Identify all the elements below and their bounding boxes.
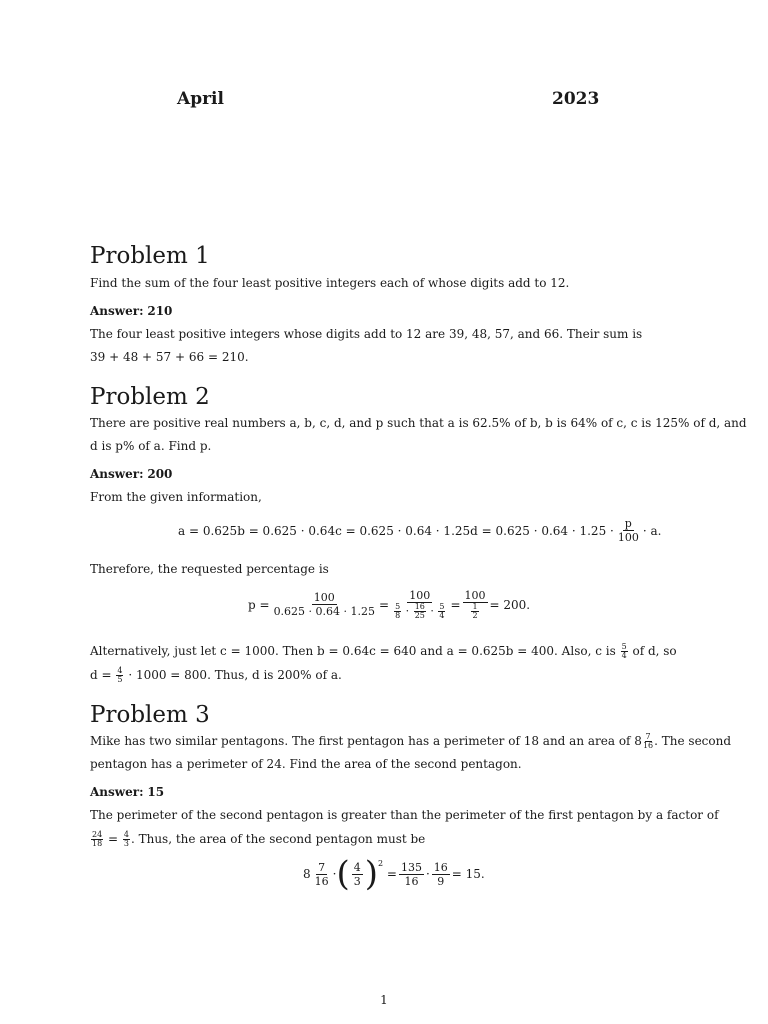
answer-value: 15 bbox=[147, 785, 165, 799]
problem-2-alt-line-2: d = $\frac{4}{5}$ · 1000 = 800. Thus, d is 200% of a. bbox=[90, 666, 342, 684]
page-number: 1 bbox=[380, 993, 388, 1007]
problem-2-statement-line-1: There are positive real numbers a, b, c, d, and p such that a is 62.5% of b, b is 64% of c, c is 125% of d, and bbox=[90, 416, 747, 430]
header-month: April bbox=[177, 89, 224, 109]
problem-3-solution-line-1: The perimeter of the second pentagon is greater than the perimeter of the first pentagon by a factor of bbox=[90, 808, 719, 822]
problem-3-statement-line-2: pentagon has a perimeter of 24. Find the area of the second pentagon. bbox=[90, 757, 522, 771]
eq1-left: a = 0.625b = 0.625 · 0.64c = 0.625 · 0.64 · 1.25d = 0.625 · 0.64 · 1.25 · bbox=[178, 523, 614, 538]
problem-3-equation: 8 $\frac{7}{16}$ · ( $\frac{4}{3}$ ) $^2$ = $\frac{135}{16}$ · $\frac{16}{9}$ = 15. bbox=[303, 854, 485, 894]
eq2-fraction-1: $\frac{100}{0.625 \cdot 0.64 \cdot 1.25}$ bbox=[273, 591, 376, 618]
problem-2-answer bbox=[90, 463, 172, 486]
eq3-inner-fraction: $\frac{4}{3}$ bbox=[353, 860, 361, 888]
eq3-mixed-fraction: $\frac{7}{16}$ bbox=[314, 860, 329, 888]
problem-2-statement-line-2: d is p% of a. Find p. bbox=[90, 439, 212, 453]
problem-2-alt-line-1: Alternatively, just let c = 1000. Then b = 0.64c = 640 and a = 0.625b = 400. Also, c is $\frac{5}{4}$ of d, so bbox=[90, 642, 677, 660]
problem-2-solution-mid: Therefore, the requested percentage is bbox=[90, 562, 329, 576]
answer-label: Answer: bbox=[90, 304, 144, 318]
answer-label: Answer: bbox=[90, 785, 144, 799]
problem-2-equation-2: p = $\frac{100}{0.625 \cdot 0.64 \cdot 1.25}$ = 100 $\frac{5}{8}$ · $\frac{16}{25}$ · $\frac{5}{4}$ = $\frac{100}{\frac{1}{2}}$ = 200. bbox=[248, 589, 531, 620]
header-year: 2023 bbox=[552, 89, 600, 109]
problem-1-title: Problem 1 bbox=[90, 243, 210, 269]
eq3-fraction-r2: $\frac{16}{9}$ bbox=[433, 860, 448, 888]
problem-3-title: Problem 3 bbox=[90, 702, 210, 728]
eq2-fraction-2: 100 $\frac{5}{8}$ · $\frac{16}{25}$ · $\frac{5}{4}$ bbox=[395, 589, 445, 620]
answer-label: Answer: bbox=[90, 467, 144, 481]
eq2-fraction-3: $\frac{100}{\frac{1}{2}}$ bbox=[464, 589, 486, 620]
problem-3-statement-line-1: Mike has two similar pentagons. The first pentagon has a perimeter of 18 and an area of 8 $\frac{7}{16}$ . The second bbox=[90, 732, 732, 750]
problem-1-answer bbox=[90, 300, 172, 323]
problem-3-answer bbox=[90, 781, 164, 804]
eq1-fraction: $\frac{p}{100}$ bbox=[617, 517, 639, 544]
eq2-p: p = bbox=[248, 597, 270, 612]
problem-3-solution-line-2: $\frac{24}{18}$ = $\frac{4}{3}$ . Thus, the area of the second pentagon must be bbox=[92, 830, 426, 848]
answer-value: 200 bbox=[147, 467, 173, 481]
problem-1-solution-line-1: The four least positive integers whose digits add to 12 are 39, 48, 57, and 66. Their sum is bbox=[90, 327, 643, 341]
eq1-right: · a. bbox=[642, 523, 662, 538]
answer-value: 210 bbox=[147, 304, 173, 318]
problem-2-equation-1 bbox=[178, 517, 661, 544]
problem-2-solution-intro: From the given information, bbox=[90, 490, 262, 504]
eq3-fraction-r1: $\frac{135}{16}$ bbox=[400, 860, 422, 888]
problem-1-solution-line-2: 39 + 48 + 57 + 66 = 210. bbox=[90, 350, 249, 364]
problem-2-title: Problem 2 bbox=[90, 384, 210, 410]
problem-1-statement: Find the sum of the four least positive integers each of whose digits add to 12. bbox=[90, 276, 570, 290]
eq2-end: = 200. bbox=[489, 597, 531, 612]
